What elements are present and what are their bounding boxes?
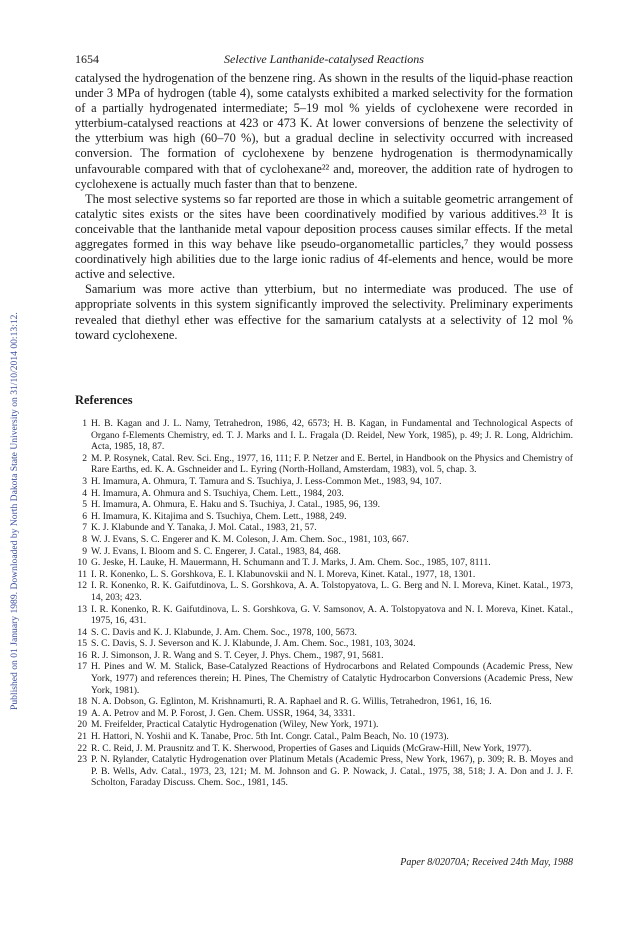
reference-text: H. Imamura, A. Ohmura, E. Haku and S. Tsuchiya, J. Catal., 1985, 96, 139. [91, 499, 381, 511]
reference-number: 13 [77, 603, 87, 615]
reference-item [75, 534, 573, 546]
reference-item [75, 661, 573, 696]
reference-text: H. Imamura, A. Ohmura, T. Tamura and S. Tsuchiya, J. Less-Common Met., 1983, 94, 107. [91, 475, 442, 487]
reference-number: 5 [82, 499, 87, 511]
paragraph: The most selective systems so far reported are those in which a suitable geometric arrangement of catalytic sites exists or the sites have been coordinatively modified by various additives.²³ It is conceivable that the lanthanide metal vapour deposition process causes similar effects. If the metal aggregates formed in this way behave like pseudo-organometallic particles,⁷ they would possess coordinatively high abilities due to the large ionic radius of 4f-elements and hence, would be more active and selective. [75, 191, 573, 282]
reference-number: 19 [77, 707, 87, 719]
reference-number: 6 [82, 510, 87, 522]
reference-item [75, 557, 573, 569]
reference-item [75, 453, 573, 476]
reference-text: H. Imamura, A. Ohmura and S. Tsuchiya, Chem. Lett., 1984, 203. [91, 487, 344, 499]
reference-text: A. A. Petrov and M. P. Forost, J. Gen. Chem. USSR, 1964, 34, 3331. [91, 707, 356, 719]
reference-item [75, 650, 573, 662]
reference-item [75, 488, 573, 500]
reference-item [75, 569, 573, 581]
references-heading: References [75, 393, 133, 407]
reference-number: 20 [77, 719, 87, 731]
paragraph: catalysed the hydrogenation of the benzene ring. As shown in the results of the liquid-phase reaction under 3 MPa of hydrogen (table 4), some catalysts exhibited a marked selectivity for the formation of a partially hydrogenated intermediate; 5–19 mol % yields of cyclohexene were recorded in ytterbium-catalysed reactions at 423 or 473 K. At lower conversions of benzene the selectivity of the ytterbium was high (60–70 %), but a gradual decline in selectivity occurred with increased conversion. The formation of cyclohexene by benzene hydrogenation is thermodynamically unfavourable compared with that of cyclohexane²² and, moreover, the addition rate of hydrogen to cyclohexene is actually much faster than that to benzene. [75, 71, 573, 191]
running-title: Selective Lanthanide-catalysed Reactions [224, 52, 424, 66]
reference-number: 2 [82, 452, 87, 464]
reference-text: N. A. Dobson, G. Eglinton, M. Krishnamurti, R. A. Raphael and R. G. Willis, Tetrahedron, 1961, 16, 16. [91, 696, 492, 708]
page-header [75, 52, 573, 70]
reference-text: K. J. Klabunde and Y. Tanaka, J. Mol. Catal., 1983, 21, 57. [91, 522, 317, 534]
body-text [75, 71, 573, 343]
reference-item [75, 511, 573, 523]
reference-item [75, 731, 573, 743]
reference-text: M. Freifelder, Practical Catalytic Hydrogenation (Wiley, New York, 1971). [91, 719, 379, 731]
reference-text: W. J. Evans, I. Bloom and S. C. Engerer, J. Catal., 1983, 84, 468. [91, 545, 341, 557]
page-number: 1654 [75, 52, 99, 66]
reference-item [75, 580, 573, 603]
reference-item [75, 604, 573, 627]
reference-number: 7 [82, 522, 87, 534]
reference-text: H. Imamura, K. Kitajima and S. Tsuchiya, Chem. Lett., 1988, 249. [91, 510, 347, 522]
reference-text: G. Jeske, H. Lauke, H. Mauermann, H. Schumann and T. J. Marks, J. Am. Chem. Soc., 1985, 107, 8111. [91, 557, 491, 569]
reference-list [75, 418, 573, 789]
paragraph: Samarium was more active than ytterbium, but no intermediate was produced. The use of appropriate solvents in this system significantly improved the selectivity. Preliminary experiments revealed that diethyl ether was effective for the samarium catalysts at a selectivity of 12 mol % toward cyclohexene. [75, 282, 573, 342]
reference-number: 18 [77, 696, 87, 708]
paper-received-line: Paper 8/02070A; Received 24th May, 1988 [400, 857, 573, 868]
publication-notice-text: Published on 01 January 1989. Downloaded by North Dakota State University on 31/10/2014 00:13:12. [9, 312, 20, 710]
reference-text: H. Pines and W. M. Stalick, Base-Catalyzed Reactions of Hydrocarbons and Related Compounds (Academic Press, New York, 1977) and references therein; H. Pines, The Chemistry of Catalytic Hydrocarbon Conversions (Academic Press, New York, 1981). [91, 661, 573, 696]
reference-text: R. C. Reid, J. M. Prausnitz and T. K. Sherwood, Properties of Gases and Liquids (McGraw-Hill, New York, 1977). [91, 742, 532, 754]
reference-item [75, 743, 573, 755]
reference-number: 3 [82, 475, 87, 487]
reference-number: 8 [82, 533, 87, 545]
reference-text: H. B. Kagan and J. L. Namy, Tetrahedron, 1986, 42, 6573; H. B. Kagan, in Fundamental and Technological Aspects of Organo f-Elements Chemistry, ed. T. J. Marks and I. L. Fragala (D. Reidel, New York, 1985), p. 49; J. R. Long, Aldrichim. Acta, 1985, 18, 87. [91, 418, 573, 453]
reference-number: 23 [77, 754, 87, 766]
reference-number: 15 [77, 638, 87, 650]
reference-number: 22 [77, 742, 87, 754]
reference-number: 14 [77, 626, 87, 638]
sidebar-publication-notice [2, 120, 20, 710]
reference-number: 4 [82, 487, 87, 499]
reference-item [75, 522, 573, 534]
reference-text: S. C. Davis and K. J. Klabunde, J. Am. Chem. Soc., 1978, 100, 5673. [91, 626, 357, 638]
reference-item [75, 627, 573, 639]
reference-item [75, 719, 573, 731]
reference-text: M. P. Rosynek, Catal. Rev. Sci. Eng., 1977, 16, 111; F. P. Netzer and E. Bertel, in Handbook on the Physics and Chemistry of Rare Earths, ed. K. A. Gschneider and L. Eyring (North-Holland, Amsterdam, 1983), vol. 5, chap. 3. [91, 452, 573, 476]
reference-item [75, 418, 573, 453]
reference-number: 21 [77, 731, 87, 743]
reference-number: 10 [77, 557, 87, 569]
reference-item [75, 638, 573, 650]
reference-text: I. R. Konenko, L. S. Gorshkova, E. I. Klabunovskii and N. I. Moreva, Kinet. Katal., 1977, 18, 1301. [91, 568, 476, 580]
reference-number: 1 [82, 418, 87, 429]
reference-text: S. C. Davis, S. J. Severson and K. J. Klabunde, J. Am. Chem. Soc., 1981, 103, 3024. [91, 638, 416, 650]
reference-text: W. J. Evans, S. C. Engerer and K. M. Coleson, J. Am. Chem. Soc., 1981, 103, 667. [91, 533, 409, 545]
reference-text: H. Hattori, N. Yoshii and K. Tanabe, Proc. 5th Int. Congr. Catal., Palm Beach, No. 10 (1973). [91, 731, 449, 743]
reference-number: 9 [82, 545, 87, 557]
reference-text: P. N. Rylander, Catalytic Hydrogenation over Platinum Metals (Academic Press, New York, 1967), p. 309; R. B. Moyes and P. B. Wells, Adv. Catal., 1973, 23, 121; M. M. Johnson and G. P. Nowack, J. Catal., 1975, 38, 518; J. A. Don and J. J. F. Scholton, Faraday Discuss. Chem. Soc., 1981, 145. [91, 754, 573, 789]
reference-text: I. R. Konenko, R. K. Gaifutdinova, L. S. Gorshkova, A. A. Tolstopyatova, L. G. Berg and N. I. Moreva, Kinet. Katal., 1973, 14, 203; 423. [91, 580, 573, 603]
reference-number: 12 [77, 580, 87, 592]
reference-item [75, 696, 573, 708]
reference-number: 17 [77, 661, 87, 673]
reference-item [75, 546, 573, 558]
reference-item [75, 708, 573, 720]
reference-number: 16 [77, 649, 87, 661]
reference-number: 11 [77, 568, 87, 580]
reference-text: I. R. Konenko, R. K. Gaifutdinova, L. S. Gorshkova, G. V. Samsonov, A. A. Tolstopyatova and N. I. Moreva, Kinet. Katal., 1975, 16, 431. [91, 603, 573, 627]
reference-text: R. J. Simonson, J. R. Wang and S. T. Ceyer, J. Phys. Chem., 1987, 91, 5681. [91, 649, 384, 661]
reference-item [75, 476, 573, 488]
reference-item [75, 499, 573, 511]
reference-item [75, 754, 573, 789]
